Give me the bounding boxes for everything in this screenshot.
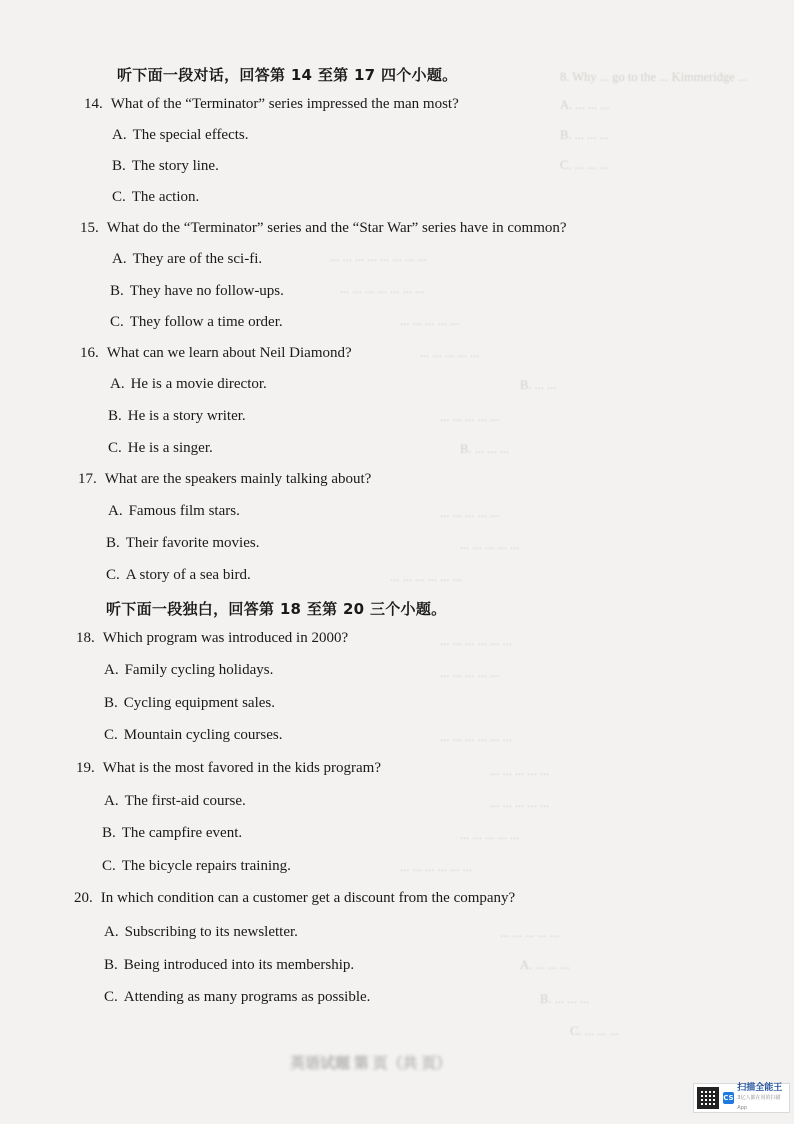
option-text: Attending as many programs as possible.	[123, 989, 371, 1005]
section-header: 听下面一段独白，回答第 18 至第 20 三个小题。	[106, 600, 447, 618]
camscanner-logo: CS	[723, 1094, 734, 1102]
bleed-through-decoration: ... ... ... ... ...	[490, 764, 550, 778]
option-15c[interactable]	[110, 314, 283, 331]
question-text: What of the “Terminator” series impressed the man most?	[110, 96, 459, 112]
option-text: Family cycling holidays.	[124, 662, 274, 678]
option-letter: C.	[104, 989, 118, 1005]
bleed-through-decoration: ... ... ... ... ...	[460, 828, 520, 842]
option-18c[interactable]	[104, 727, 282, 744]
option-letter: A.	[104, 662, 119, 678]
question-number: 19.	[76, 760, 95, 776]
question-number: 16.	[80, 345, 99, 361]
section-header: 听下面一段对话，回答第 14 至第 17 四个小题。	[117, 66, 458, 84]
question-14	[84, 96, 459, 113]
option-16b[interactable]	[108, 408, 246, 425]
option-letter: C.	[108, 440, 122, 456]
question-text: What are the speakers mainly talking about?	[104, 471, 372, 487]
option-letter: B.	[106, 535, 120, 551]
option-17a[interactable]	[108, 503, 240, 520]
bleed-through-decoration: ... ... ... ... ...	[440, 666, 500, 680]
option-text: They have no follow-ups.	[129, 283, 284, 299]
option-19b[interactable]	[102, 825, 242, 842]
bleed-through-decoration: ... ... ... ... ...	[440, 506, 500, 520]
option-text: The special effects.	[132, 127, 249, 143]
bleed-through-decoration: ... ... ... ... ...	[420, 346, 480, 360]
option-16c[interactable]	[108, 440, 213, 457]
option-letter: C.	[110, 314, 124, 330]
bleed-through-decoration: ... ... ... ... ... ... ... ...	[330, 250, 427, 264]
option-18a[interactable]	[104, 662, 273, 679]
option-20c[interactable]	[104, 989, 370, 1006]
question-17	[78, 471, 371, 488]
option-letter: B.	[104, 957, 118, 973]
option-18b[interactable]	[104, 695, 275, 712]
option-letter: A.	[110, 376, 125, 392]
option-text: He is a movie director.	[130, 376, 267, 392]
scanner-watermark-badge	[693, 1083, 790, 1113]
option-15a[interactable]	[112, 251, 262, 268]
option-letter: A.	[104, 793, 119, 809]
option-text: The campfire event.	[121, 825, 243, 841]
option-letter: B.	[112, 158, 126, 174]
bleed-through-decoration: ... ... ... ... ...	[500, 926, 560, 940]
option-text: They follow a time order.	[129, 314, 283, 330]
option-17c[interactable]	[106, 567, 251, 584]
option-text: He is a singer.	[127, 440, 213, 456]
bleed-through-decoration: B. ... ... ...	[560, 128, 609, 142]
question-19	[76, 760, 381, 777]
option-text: The first-aid course.	[124, 793, 246, 809]
option-20a[interactable]	[104, 924, 298, 941]
question-15	[80, 220, 567, 237]
option-text: He is a story writer.	[127, 408, 246, 424]
bleed-through-decoration: ... ... ... ... ...	[440, 410, 500, 424]
option-19c[interactable]	[102, 858, 291, 875]
bleed-through-decoration: A. ... ... ...	[520, 958, 570, 972]
bleed-through-decoration: B. ... ... ...	[540, 992, 589, 1006]
question-text: What do the “Terminator” series and the “Star War” series have in common?	[106, 220, 567, 236]
option-letter: B.	[108, 408, 122, 424]
option-letter: B.	[104, 695, 118, 711]
option-letter: A.	[112, 127, 127, 143]
option-letter: C.	[106, 567, 120, 583]
bleed-through-decoration: C. ... ... ...	[560, 158, 609, 172]
bleed-through-decoration: ... ... ... ... ... ... ...	[340, 282, 425, 296]
question-number: 14.	[84, 96, 103, 112]
page-footer: 英语试题 第 页（共 页）	[290, 1056, 452, 1072]
question-16	[80, 345, 352, 362]
option-text: A story of a sea bird.	[125, 567, 251, 583]
question-text: What can we learn about Neil Diamond?	[106, 345, 352, 361]
bleed-through-decoration: C. ... ... ...	[570, 1024, 619, 1038]
option-text: The bicycle repairs training.	[121, 858, 291, 874]
question-20	[74, 890, 515, 907]
option-text: Famous film stars.	[128, 503, 240, 519]
bleed-through-decoration: ... ... ... ... ...	[400, 314, 460, 328]
scanner-app-name	[737, 1083, 789, 1113]
question-number: 17.	[78, 471, 97, 487]
bleed-through-decoration: ... ... ... ... ... ...	[440, 634, 512, 648]
question-text: What is the most favored in the kids program?	[102, 760, 382, 776]
option-19a[interactable]	[104, 793, 246, 810]
option-text: They are of the sci-fi.	[132, 251, 263, 267]
option-text: Their favorite movies.	[125, 535, 260, 551]
question-18	[76, 630, 348, 647]
scanner-app-tagline: 3亿人都在用的扫描App	[737, 1095, 781, 1111]
question-text: In which condition can a customer get a discount from the company?	[100, 890, 516, 906]
option-text: Being introduced into its membership.	[123, 957, 355, 973]
question-text: Which program was introduced in 2000?	[102, 630, 349, 646]
scanner-app-title: 扫描全能王	[737, 1083, 783, 1093]
option-14b[interactable]	[112, 158, 219, 175]
option-letter: A.	[112, 251, 127, 267]
bleed-through-decoration: B. ... ... ...	[460, 442, 509, 456]
option-text: The action.	[131, 189, 200, 205]
option-17b[interactable]	[106, 535, 259, 552]
option-letter: A.	[108, 503, 123, 519]
question-number: 20.	[74, 890, 93, 906]
option-letter: C.	[104, 727, 118, 743]
qr-code-icon	[697, 1087, 719, 1109]
bleed-through-decoration: ... ... ... ... ...	[460, 538, 520, 552]
question-number: 18.	[76, 630, 95, 646]
option-14a[interactable]	[112, 127, 249, 144]
bleed-through-decoration: ... ... ... ... ... ...	[400, 860, 472, 874]
option-letter: C.	[112, 189, 126, 205]
option-letter: C.	[102, 858, 116, 874]
bleed-through-decoration: ... ... ... ... ... ...	[440, 730, 512, 744]
option-text: Cycling equipment sales.	[123, 695, 275, 711]
bleed-through-decoration: 8. Why ... go to the ... Kimmeridge ...	[560, 70, 748, 84]
bleed-through-decoration: ... ... ... ... ... ...	[390, 570, 462, 584]
option-text: Mountain cycling courses.	[123, 727, 283, 743]
bleed-through-decoration: ... ... ... ... ...	[490, 796, 550, 810]
option-letter: B.	[102, 825, 116, 841]
option-14c[interactable]	[112, 189, 199, 206]
bleed-through-decoration: B. ... ...	[520, 378, 557, 392]
option-letter: B.	[110, 283, 124, 299]
option-text: The story line.	[131, 158, 219, 174]
option-20b[interactable]	[104, 957, 354, 974]
option-16a[interactable]	[110, 376, 267, 393]
question-number: 15.	[80, 220, 99, 236]
bleed-through-decoration: A. ... ... ...	[560, 98, 610, 112]
option-text: Subscribing to its newsletter.	[124, 924, 298, 940]
option-letter: A.	[104, 924, 119, 940]
option-15b[interactable]	[110, 283, 284, 300]
